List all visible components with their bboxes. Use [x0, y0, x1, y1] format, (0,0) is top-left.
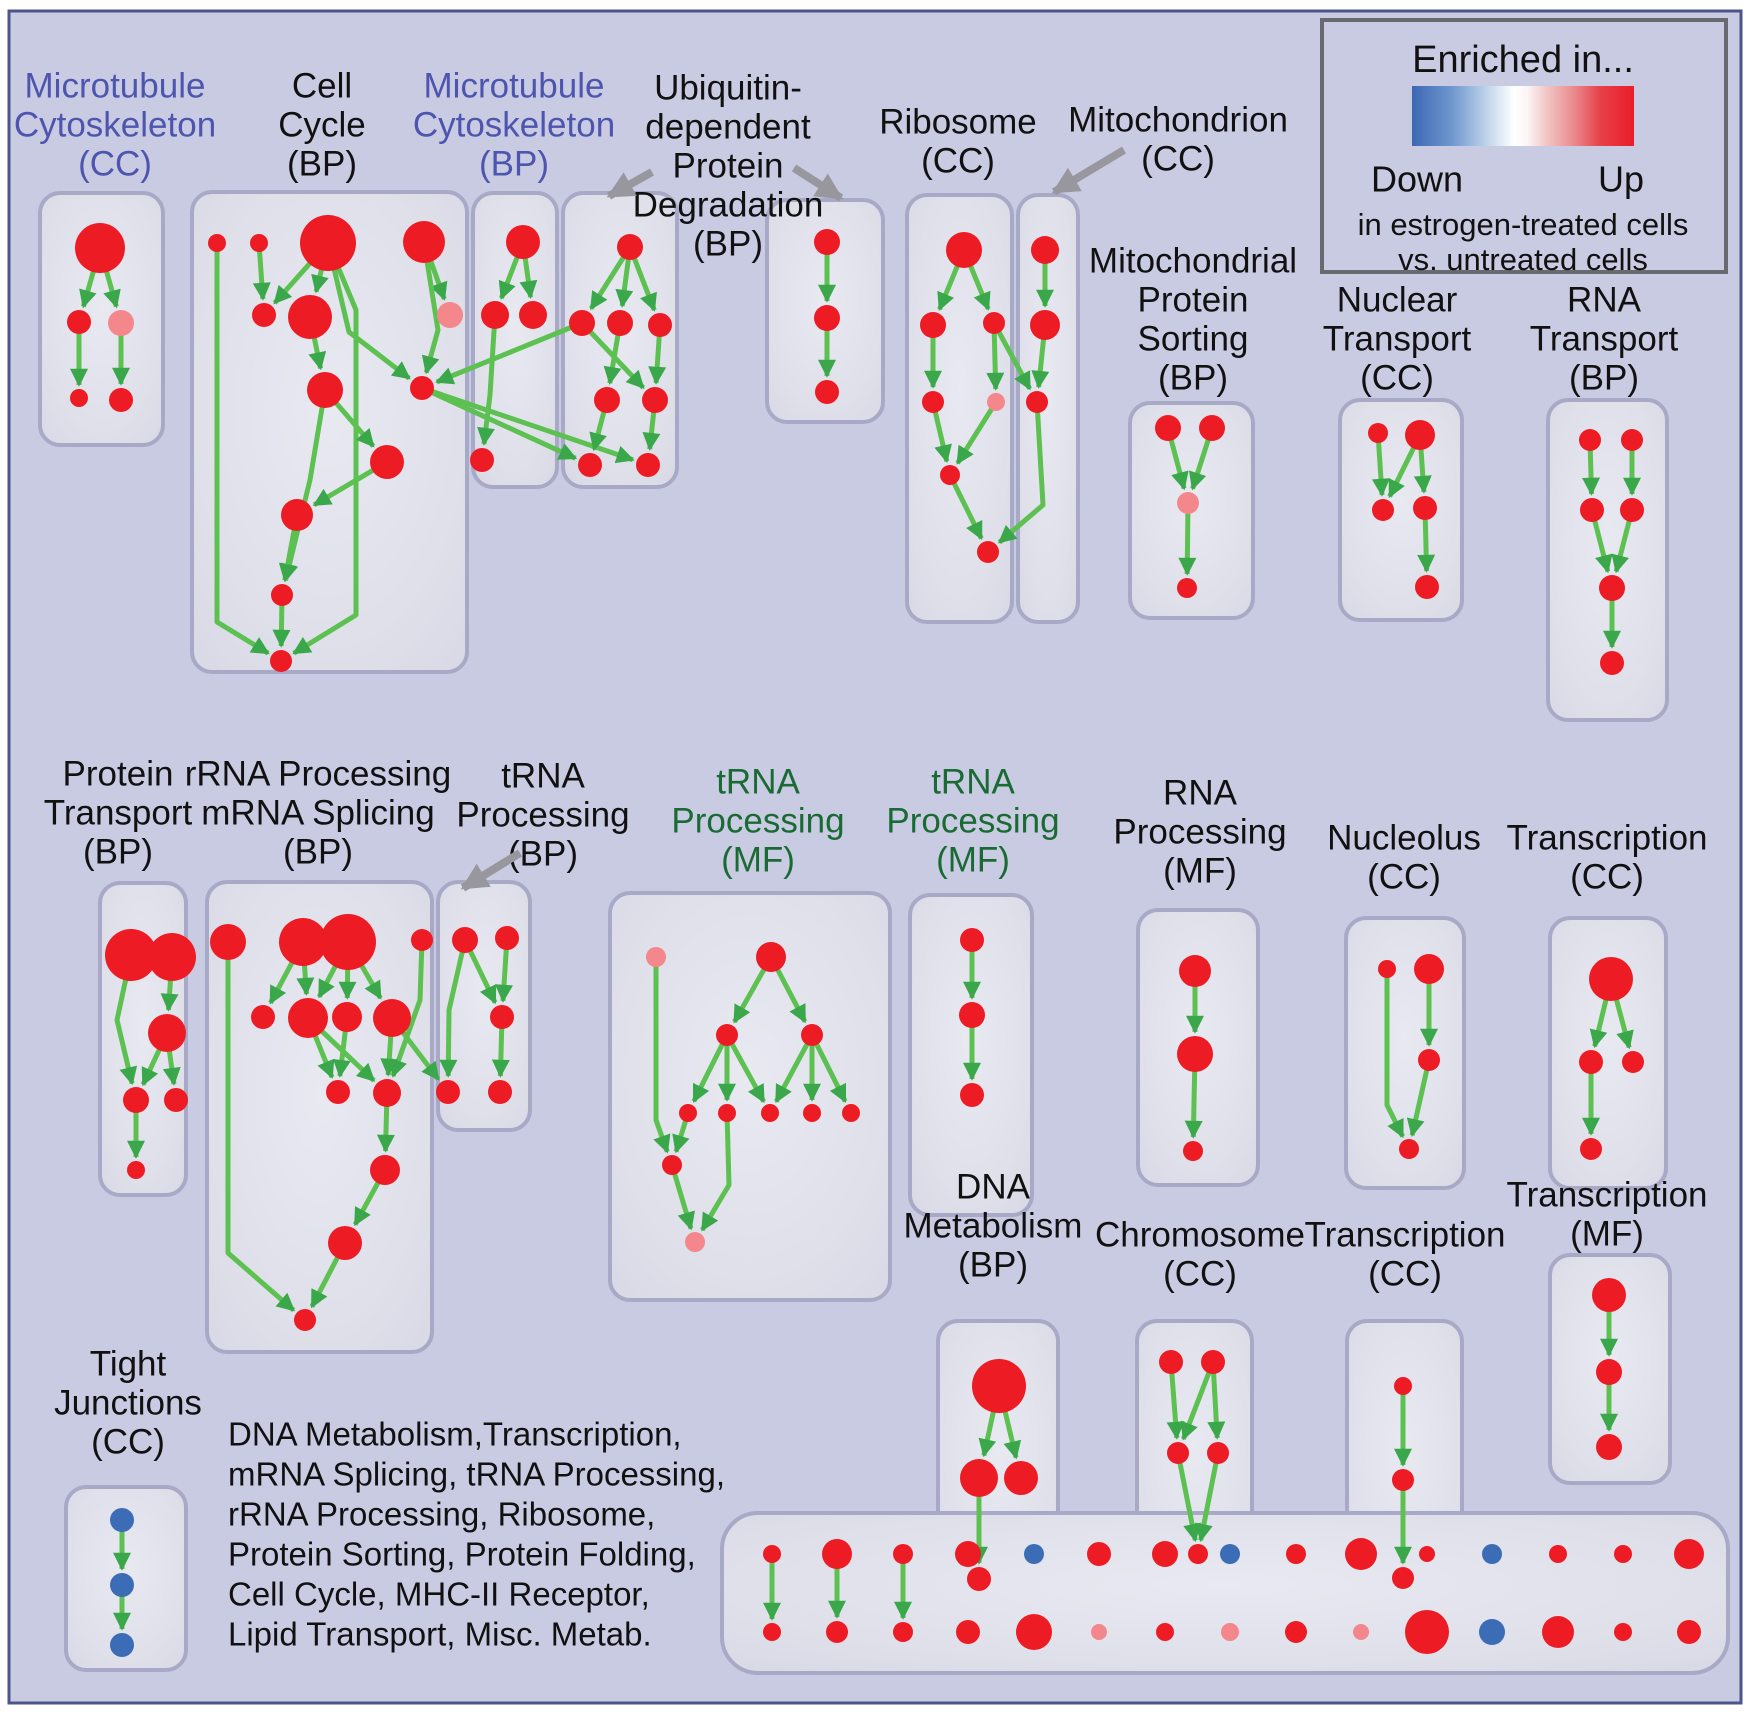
- label-nuclear-transport-cc-line-1: Nuclear: [1336, 280, 1458, 320]
- go-term-node-tj3: [110, 1633, 134, 1657]
- label-dna-metabolism-bp-line-1: DNA: [956, 1167, 1030, 1207]
- label-rna-processing-mf-line-1: RNA: [1163, 773, 1237, 813]
- label-tight-junctions-cc-line-3: (CC): [91, 1422, 165, 1462]
- go-term-node-i4: [1177, 578, 1197, 598]
- go-term-node-wb1: [763, 1623, 781, 1641]
- go-term-node-c1: [208, 234, 226, 252]
- label-transcription-mf-line-2: (MF): [1570, 1214, 1644, 1254]
- go-term-node-w2: [1579, 1050, 1603, 1074]
- go-term-node-wb4: [956, 1620, 980, 1644]
- go-term-node-wt10: [1345, 1538, 1377, 1570]
- label-transcription-cc-mid-line-1: Transcription: [1506, 818, 1708, 858]
- go-term-node-r1: [452, 927, 478, 953]
- go-term-node-i3: [1177, 492, 1199, 514]
- go-term-node-y4: [1207, 1442, 1229, 1464]
- go-term-node-c12: [271, 584, 293, 606]
- label-ribosome-cc-line-2: (CC): [921, 141, 995, 181]
- label-misc-cluster-list-line-2: mRNA Splicing, tRNA Processing,: [228, 1455, 726, 1493]
- label-mito-protein-sorting-bp-line-1: Mitochondrial: [1088, 241, 1298, 281]
- label-transcription-cc-mid-line-2: (CC): [1570, 857, 1644, 897]
- go-term-node-tj2: [110, 1573, 134, 1597]
- legend-subtitle-1: in estrogen-treated cells: [1357, 207, 1689, 243]
- label-rna-transport-bp-line-2: Transport: [1529, 319, 1679, 359]
- label-mitochondrion-cc-line-2: (CC): [1141, 139, 1215, 179]
- go-term-node-g7: [977, 541, 999, 563]
- go-term-node-q10: [373, 1079, 401, 1107]
- go-term-node-wb7: [1156, 1623, 1174, 1641]
- go-term-node-u3: [1183, 1141, 1203, 1161]
- go-term-node-c5: [252, 303, 276, 327]
- go-term-node-wb8: [1221, 1623, 1239, 1641]
- label-trna-processing-mf-1-line-1: tRNA: [716, 762, 800, 802]
- go-term-node-r2: [495, 926, 519, 950]
- label-tight-junctions-cc-line-1: Tight: [89, 1344, 167, 1384]
- go-term-node-d1: [506, 225, 540, 259]
- go-term-node-p5: [164, 1088, 188, 1112]
- label-cell-cycle-bp-line-1: Cell: [291, 66, 353, 106]
- go-term-node-zz2: [1596, 1359, 1622, 1385]
- go-term-node-q12: [328, 1226, 362, 1260]
- go-term-node-wt14: [1614, 1545, 1632, 1563]
- go-term-node-s8: [803, 1104, 821, 1122]
- label-chromosome-cc-line-1: Chromosome: [1094, 1215, 1306, 1255]
- label-transcription-cc-low-line-2: (CC): [1368, 1254, 1442, 1294]
- label-transcription-cc-low-line-1: Transcription: [1304, 1215, 1506, 1255]
- go-term-node-x3: [1004, 1461, 1038, 1495]
- label-dna-metabolism-bp-line-3: (BP): [958, 1245, 1028, 1285]
- go-term-node-j1: [1368, 423, 1388, 443]
- go-term-node-z2: [1392, 1469, 1414, 1491]
- label-misc-cluster-list-line-1: DNA Metabolism,Transcription,: [228, 1415, 682, 1453]
- go-term-node-wb12: [1479, 1619, 1505, 1645]
- go-term-node-wb11: [1405, 1610, 1449, 1654]
- legend-subtitle-2: vs. untreated cells: [1398, 242, 1648, 278]
- label-rna-processing-mf-line-3: (MF): [1163, 851, 1237, 891]
- go-term-node-k6: [1600, 651, 1624, 675]
- label-microtubule-bp-line-1: Microtubule: [423, 66, 605, 106]
- label-mito-protein-sorting-bp-line-2: Protein: [1137, 280, 1249, 320]
- label-microtubule-cc-line-1: Microtubule: [24, 66, 206, 106]
- label-trna-processing-mf-2-line-1: tRNA: [931, 762, 1015, 802]
- go-term-node-wt6: [1087, 1542, 1111, 1566]
- go-term-node-wt5: [1024, 1544, 1044, 1564]
- go-term-node-w4: [1580, 1138, 1602, 1160]
- go-term-node-s5: [679, 1104, 697, 1122]
- label-misc-cluster-list-line-3: rRNA Processing, Ribosome,: [228, 1495, 656, 1533]
- go-term-node-q2: [279, 918, 327, 966]
- label-rrna-mrna-bp-line-2: mRNA Splicing: [201, 793, 435, 833]
- go-term-node-tj1: [110, 1508, 134, 1532]
- go-term-node-a5: [109, 388, 133, 412]
- go-term-node-h3: [1026, 391, 1048, 413]
- label-dna-metabolism-bp-line-2: Metabolism: [903, 1206, 1083, 1246]
- go-term-node-wt3: [893, 1544, 913, 1564]
- go-term-node-r3: [490, 1005, 514, 1029]
- label-microtubule-bp-line-2: Cytoskeleton: [412, 105, 616, 145]
- label-microtubule-bp-line-3: (BP): [479, 144, 549, 184]
- go-term-node-q11: [370, 1155, 400, 1185]
- label-trna-processing-bp-line-2: Processing: [456, 795, 630, 835]
- label-trna-processing-mf-2-line-2: Processing: [886, 801, 1060, 841]
- go-term-node-c8: [307, 372, 343, 408]
- go-term-node-d3: [519, 301, 547, 329]
- go-term-node-wt11: [1419, 1546, 1435, 1562]
- go-term-node-wb13: [1542, 1616, 1574, 1648]
- go-term-node-wb6: [1091, 1624, 1107, 1640]
- legend-up-label: Up: [1597, 158, 1645, 200]
- label-nucleolus-cc-line-1: Nucleolus: [1327, 818, 1481, 858]
- go-term-node-e3: [607, 310, 633, 336]
- go-term-node-a4: [70, 389, 88, 407]
- go-term-node-q3: [320, 914, 376, 970]
- label-cell-cycle-bp-line-2: Cycle: [278, 105, 366, 145]
- legend-title: Enriched in...: [1412, 39, 1634, 82]
- go-term-node-f1: [814, 229, 840, 255]
- label-nuclear-transport-cc-line-3: (CC): [1360, 358, 1434, 398]
- legend-down-label: Down: [1370, 158, 1464, 200]
- go-term-node-wb3: [893, 1622, 913, 1642]
- go-term-node-x1: [972, 1359, 1026, 1413]
- go-term-node-s7: [761, 1104, 779, 1122]
- go-term-node-y3: [1167, 1442, 1189, 1464]
- label-ubiquitin-bp-line-2: dependent: [645, 107, 811, 147]
- box-misc-wide: [722, 1513, 1728, 1673]
- label-misc-cluster-list-line-6: Lipid Transport, Misc. Metab.: [228, 1615, 652, 1653]
- go-term-node-wb2: [826, 1621, 848, 1643]
- go-term-node-q4: [411, 929, 433, 951]
- go-term-node-q6: [288, 998, 328, 1038]
- box-nuclear-transport: [1340, 400, 1462, 620]
- label-trna-processing-mf-1-line-3: (MF): [721, 840, 795, 880]
- go-term-node-s3: [716, 1024, 738, 1046]
- go-term-node-c10: [370, 445, 404, 479]
- go-term-node-e7: [578, 453, 602, 477]
- go-term-node-v4: [1399, 1139, 1419, 1159]
- go-term-node-q13: [294, 1309, 316, 1331]
- go-term-node-e4: [648, 313, 672, 337]
- label-trna-processing-bp-line-1: tRNA: [501, 756, 585, 796]
- go-term-node-i2: [1199, 415, 1225, 441]
- label-rrna-mrna-bp-line-3: (BP): [283, 832, 353, 872]
- go-term-node-k4: [1620, 498, 1644, 522]
- go-term-node-d4: [470, 448, 494, 472]
- go-term-node-wt9: [1286, 1544, 1306, 1564]
- go-term-node-g2: [920, 312, 946, 338]
- label-microtubule-cc-line-2: Cytoskeleton: [13, 105, 217, 145]
- legend: [1322, 20, 1726, 277]
- go-term-node-d2: [481, 301, 509, 329]
- go-term-node-v2: [1414, 954, 1444, 984]
- go-term-node-wt7: [1152, 1541, 1178, 1567]
- go-term-node-c3: [300, 215, 356, 271]
- go-term-node-v3: [1418, 1049, 1440, 1071]
- go-term-node-y1: [1159, 1350, 1183, 1374]
- go-term-node-s2: [756, 942, 786, 972]
- go-term-node-c11: [281, 499, 313, 531]
- go-term-node-s1: [646, 947, 666, 967]
- go-term-node-r4: [436, 1080, 460, 1104]
- go-term-node-k1: [1579, 429, 1601, 451]
- go-term-node-j2: [1405, 420, 1435, 450]
- go-term-node-p3: [148, 1014, 186, 1052]
- legend-gradient-bar: [1412, 86, 1634, 146]
- go-term-node-u2: [1177, 1036, 1213, 1072]
- label-ubiquitin-bp-line-1: Ubiquitin-: [654, 68, 802, 108]
- label-rna-transport-bp-line-3: (BP): [1569, 358, 1639, 398]
- go-term-node-u1: [1179, 955, 1211, 987]
- go-term-node-y2: [1201, 1350, 1225, 1374]
- label-trna-processing-mf-2-line-3: (MF): [936, 840, 1010, 880]
- label-ribosome-cc-line-1: Ribosome: [879, 102, 1037, 142]
- go-term-node-c7: [437, 302, 463, 328]
- label-misc-cluster-list-line-4: Protein Sorting, Protein Folding,: [228, 1535, 696, 1573]
- label-trna-processing-mf-1-line-2: Processing: [671, 801, 845, 841]
- go-term-node-zz1: [1592, 1278, 1626, 1312]
- label-transcription-mf-line-1: Transcription: [1506, 1175, 1708, 1215]
- go-term-node-z3: [1392, 1567, 1414, 1589]
- label-rrna-mrna-bp-line-1: rRNA Processing: [184, 754, 452, 794]
- go-term-node-wt12: [1482, 1544, 1502, 1564]
- go-term-node-wb14: [1614, 1623, 1632, 1641]
- go-term-node-wb10: [1353, 1624, 1369, 1640]
- go-term-node-j5: [1415, 575, 1439, 599]
- go-term-node-wt15: [1674, 1539, 1704, 1569]
- label-mito-protein-sorting-bp-line-4: (BP): [1158, 358, 1228, 398]
- go-term-node-x4: [967, 1567, 991, 1591]
- label-nucleolus-cc-line-2: (CC): [1367, 857, 1441, 897]
- go-term-node-zz3: [1596, 1434, 1622, 1460]
- go-term-node-s4: [801, 1024, 823, 1046]
- label-protein-transport-bp-line-1: Protein: [62, 754, 174, 794]
- label-chromosome-cc-line-2: (CC): [1163, 1254, 1237, 1294]
- go-term-node-g5: [987, 393, 1005, 411]
- go-term-node-h2: [1030, 310, 1060, 340]
- go-term-node-t1: [960, 928, 984, 952]
- go-term-node-c6: [288, 295, 332, 339]
- go-term-node-q8: [373, 999, 411, 1037]
- go-term-node-wt4: [955, 1541, 981, 1567]
- go-term-node-g4: [922, 391, 944, 413]
- go-term-node-f2: [814, 305, 840, 331]
- label-rna-processing-mf-line-2: Processing: [1113, 812, 1287, 852]
- go-term-node-w3: [1622, 1051, 1644, 1073]
- go-term-node-t3: [960, 1083, 984, 1107]
- go-term-node-p6: [127, 1161, 145, 1179]
- go-term-node-v1: [1378, 960, 1396, 978]
- go-term-node-g1: [946, 232, 982, 268]
- go-term-node-i1: [1155, 415, 1181, 441]
- go-term-node-y5: [1188, 1544, 1208, 1564]
- label-ubiquitin-bp-line-3: Protein: [672, 146, 784, 186]
- go-term-node-z1: [1394, 1377, 1412, 1395]
- go-term-node-wb15: [1677, 1620, 1701, 1644]
- go-term-node-a2: [67, 310, 91, 334]
- go-term-node-wb5: [1016, 1614, 1052, 1650]
- go-term-node-q5: [251, 1005, 275, 1029]
- label-mitochondrion-cc-line-1: Mitochondrion: [1068, 100, 1288, 140]
- go-term-node-s9: [842, 1104, 860, 1122]
- label-nuclear-transport-cc-line-2: Transport: [1322, 319, 1472, 359]
- go-term-node-k3: [1580, 498, 1604, 522]
- go-term-node-wb9: [1285, 1621, 1307, 1643]
- go-term-node-g6: [940, 465, 960, 485]
- go-term-node-j4: [1413, 496, 1437, 520]
- label-mito-protein-sorting-bp-line-3: Sorting: [1137, 319, 1249, 359]
- go-term-node-a3: [108, 310, 134, 336]
- go-term-node-e5: [594, 387, 620, 413]
- label-ubiquitin-bp-line-4: Degradation: [632, 185, 824, 225]
- go-term-node-g3: [983, 312, 1005, 334]
- go-term-node-s11: [685, 1232, 705, 1252]
- label-misc-cluster-list-line-5: Cell Cycle, MHC-II Receptor,: [228, 1575, 650, 1613]
- go-term-node-k2: [1621, 429, 1643, 451]
- go-term-node-wt1: [763, 1545, 781, 1563]
- go-term-node-q9: [326, 1080, 350, 1104]
- label-protein-transport-bp-line-3: (BP): [83, 832, 153, 872]
- label-trna-processing-bp-line-3: (BP): [508, 834, 578, 874]
- go-term-node-f3: [815, 380, 839, 404]
- go-term-node-q7: [332, 1002, 362, 1032]
- go-term-node-r5: [488, 1080, 512, 1104]
- go-term-node-t2: [959, 1002, 985, 1028]
- go-term-node-q1: [210, 924, 246, 960]
- go-term-node-x2: [960, 1459, 998, 1497]
- label-ubiquitin-bp-line-5: (BP): [693, 224, 763, 264]
- go-term-node-c13: [270, 650, 292, 672]
- go-term-node-e2: [569, 310, 595, 336]
- go-term-node-e8: [636, 453, 660, 477]
- go-term-node-s6: [718, 1104, 736, 1122]
- go-term-node-c2: [250, 234, 268, 252]
- go-term-node-e1: [617, 234, 643, 260]
- go-term-node-s10: [662, 1155, 682, 1175]
- go-term-node-a1: [75, 223, 125, 273]
- go-term-node-c4: [403, 221, 445, 263]
- go-term-node-j3: [1372, 499, 1394, 521]
- label-tight-junctions-cc-line-2: Junctions: [54, 1383, 202, 1423]
- go-term-node-e6: [642, 387, 668, 413]
- go-term-node-p2: [148, 933, 196, 981]
- label-rna-transport-bp-line-1: RNA: [1567, 280, 1641, 320]
- go-term-node-wt2: [822, 1539, 852, 1569]
- label-protein-transport-bp-line-2: Transport: [43, 793, 193, 833]
- go-term-node-w1: [1589, 957, 1633, 1001]
- go-term-node-c9: [410, 376, 434, 400]
- go-term-node-wt8: [1220, 1544, 1240, 1564]
- label-microtubule-cc-line-3: (CC): [78, 144, 152, 184]
- go-term-node-k5: [1599, 575, 1625, 601]
- go-term-node-h1: [1031, 236, 1059, 264]
- label-cell-cycle-bp-line-3: (BP): [287, 144, 357, 184]
- go-term-node-p4: [123, 1087, 149, 1113]
- go-term-node-wt13: [1549, 1545, 1567, 1563]
